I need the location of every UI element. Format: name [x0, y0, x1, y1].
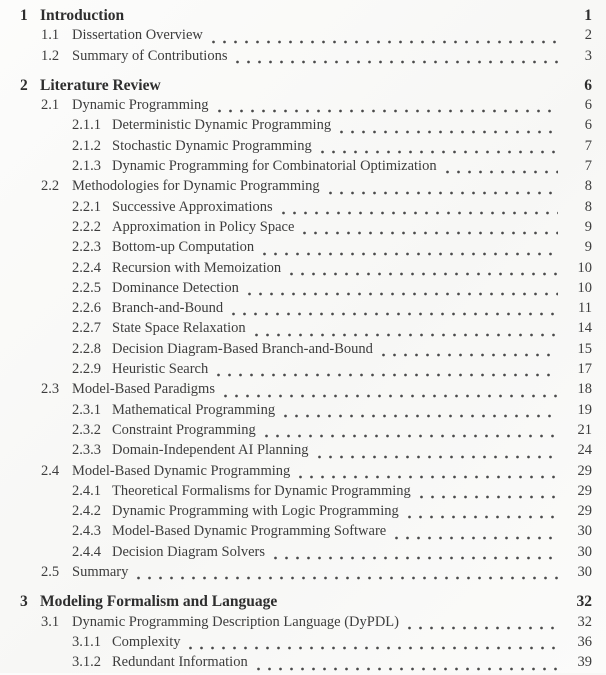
- toc-entry[interactable]: [20, 48, 592, 68]
- dot-leader: [263, 252, 558, 256]
- entry-number: 2.2.1: [72, 198, 101, 215]
- entry-page-number: 32: [577, 613, 592, 630]
- toc-entry[interactable]: [20, 654, 592, 674]
- entry-title: Decision Diagram Solvers: [112, 543, 266, 560]
- entry-number: 3.1: [41, 613, 60, 630]
- entry-number: 2.2.4: [72, 259, 101, 276]
- entry-page-number: 36: [577, 633, 592, 650]
- entry-title: Dynamic Programming for Combinatorial Optimization: [112, 158, 437, 175]
- entry-title: Complexity: [112, 633, 181, 650]
- toc-entry[interactable]: [20, 260, 592, 280]
- entry-title: Modeling Formalism and Language: [40, 593, 278, 611]
- entry-page-number: 19: [577, 401, 592, 418]
- entry-title: Domain-Independent AI Planning: [112, 442, 309, 459]
- entry-title: Dynamic Programming: [72, 97, 209, 114]
- entry-title: Mathematical Programming: [112, 401, 276, 418]
- entry-number: 2.4: [41, 462, 60, 479]
- entry-page-number: 8: [584, 178, 592, 195]
- entry-page-number: 7: [584, 137, 592, 154]
- entry-page-number: 3: [584, 47, 592, 64]
- dot-leader: [255, 333, 558, 337]
- dot-leader: [329, 191, 558, 195]
- entry-number: 2.3.1: [72, 401, 101, 418]
- entry-page-number: 29: [577, 462, 592, 479]
- entry-number: 2.2.2: [72, 218, 101, 235]
- toc-chapter-entry[interactable]: [20, 593, 592, 613]
- dot-leader: [340, 130, 558, 134]
- entry-number: 2.2.6: [72, 300, 101, 317]
- entry-number: 2.1: [41, 97, 60, 114]
- dot-leader: [290, 272, 558, 276]
- entry-page-number: 9: [584, 239, 592, 256]
- toc-entry[interactable]: [20, 402, 592, 422]
- toc-entry[interactable]: [20, 239, 592, 259]
- entry-title: Theoretical Formalisms for Dynamic Programming: [112, 482, 411, 499]
- toc-entry[interactable]: [20, 280, 592, 300]
- dot-leader: [137, 576, 558, 580]
- toc-entry[interactable]: [20, 138, 592, 158]
- entry-number: 1.2: [41, 47, 60, 64]
- toc-entry[interactable]: [20, 564, 592, 584]
- entry-number: 2.4.2: [72, 503, 101, 520]
- entry-number: 2.1.1: [72, 117, 101, 134]
- entry-title: Model-Based Paradigms: [72, 381, 215, 398]
- dot-leader: [299, 475, 558, 479]
- toc-entry[interactable]: [20, 381, 592, 401]
- entry-page-number: 29: [577, 482, 592, 499]
- toc-entry[interactable]: [20, 422, 592, 442]
- toc-entry[interactable]: [20, 523, 592, 543]
- toc-entry[interactable]: [20, 442, 592, 462]
- toc-entry[interactable]: [20, 199, 592, 219]
- entry-number: 3: [20, 593, 28, 611]
- entry-number: 2: [20, 76, 28, 94]
- entry-page-number: 2: [584, 27, 592, 44]
- entry-page-number: 11: [578, 300, 592, 317]
- entry-title: Approximation in Policy Space: [112, 218, 295, 235]
- entry-page-number: 6: [584, 97, 592, 114]
- dot-leader: [284, 414, 558, 418]
- entry-title: Constraint Programming: [112, 421, 256, 438]
- toc-entry[interactable]: [20, 634, 592, 654]
- dot-leader: [321, 150, 558, 154]
- entry-title: Model-Based Dynamic Programming: [72, 462, 291, 479]
- entry-page-number: 39: [577, 654, 592, 671]
- entry-page-number: 32: [576, 593, 592, 611]
- entry-page-number: 10: [577, 259, 592, 276]
- dot-leader: [265, 434, 558, 438]
- dot-leader: [224, 394, 558, 398]
- entry-number: 1.1: [41, 27, 60, 44]
- dot-leader: [217, 373, 558, 377]
- entry-number: 2.2.7: [72, 320, 101, 337]
- entry-number: 2.3.3: [72, 442, 101, 459]
- dot-leader: [189, 646, 558, 650]
- entry-title: Dissertation Overview: [72, 27, 203, 44]
- entry-title: Literature Review: [40, 76, 161, 94]
- toc-entry[interactable]: [20, 117, 592, 137]
- entry-page-number: 17: [577, 361, 592, 378]
- entry-number: 3.1.2: [72, 654, 101, 671]
- toc-list: [20, 7, 592, 675]
- entry-page-number: 30: [577, 543, 592, 560]
- dot-leader: [395, 536, 558, 540]
- dot-leader: [303, 231, 558, 235]
- dot-leader: [282, 211, 558, 215]
- entry-title: State Space Relaxation: [112, 320, 246, 337]
- dot-leader: [382, 353, 558, 357]
- dot-leader: [232, 312, 558, 316]
- dot-leader: [318, 455, 558, 459]
- entry-title: Stochastic Dynamic Programming: [112, 137, 312, 154]
- dot-leader: [420, 495, 558, 499]
- entry-title: Decision Diagram-Based Branch-and-Bound: [112, 340, 373, 357]
- toc-entry[interactable]: [20, 503, 592, 523]
- entry-title: Model-Based Dynamic Programming Software: [112, 523, 387, 540]
- entry-number: 2.2.5: [72, 279, 101, 296]
- entry-page-number: 1: [584, 7, 592, 24]
- entry-page-number: 24: [577, 442, 592, 459]
- toc-entry[interactable]: [20, 483, 592, 503]
- toc-chapter-entry[interactable]: [20, 7, 592, 27]
- entry-number: 2.5: [41, 564, 60, 581]
- dot-leader: [236, 60, 558, 64]
- entry-number: 2.2.8: [72, 340, 101, 357]
- entry-number: 1: [20, 7, 28, 24]
- toc-entry[interactable]: [20, 320, 592, 340]
- entry-title: Deterministic Dynamic Programming: [112, 117, 332, 134]
- entry-number: 2.2.9: [72, 361, 101, 378]
- entry-title: Methodologies for Dynamic Programming: [72, 178, 320, 195]
- dot-leader: [257, 667, 558, 671]
- entry-number: 2.4.1: [72, 482, 101, 499]
- entry-title: Bottom-up Computation: [112, 239, 255, 256]
- entry-page-number: 10: [577, 279, 592, 296]
- dot-leader: [248, 292, 558, 296]
- dot-leader: [408, 515, 558, 519]
- entry-page-number: 14: [577, 320, 592, 337]
- entry-title: Successive Approximations: [112, 198, 273, 215]
- entry-number: 2.3.2: [72, 421, 101, 438]
- entry-number: 3.1.1: [72, 633, 101, 650]
- entry-page-number: 29: [577, 503, 592, 520]
- entry-page-number: 8: [584, 198, 592, 215]
- entry-page-number: 30: [577, 523, 592, 540]
- toc-entry[interactable]: [20, 361, 592, 381]
- toc-entry[interactable]: [20, 544, 592, 564]
- toc-entry[interactable]: [20, 614, 592, 634]
- entry-page-number: 7: [584, 158, 592, 175]
- entry-title: Recursion with Memoization: [112, 259, 282, 276]
- entry-title: Summary of Contributions: [72, 47, 228, 64]
- dot-leader: [218, 109, 558, 113]
- entry-page-number: 6: [584, 117, 592, 134]
- entry-number: 2.2: [41, 178, 60, 195]
- entry-title: Dominance Detection: [112, 279, 239, 296]
- entry-title: Introduction: [40, 7, 125, 24]
- entry-page-number: 30: [577, 564, 592, 581]
- entry-number: 2.1.3: [72, 158, 101, 175]
- entry-title: Redundant Information: [112, 654, 248, 671]
- toc-entry[interactable]: [20, 219, 592, 239]
- entry-number: 2.2.3: [72, 239, 101, 256]
- entry-number: 2.3: [41, 381, 60, 398]
- toc-entry[interactable]: [20, 463, 592, 483]
- entry-title: Heuristic Search: [112, 361, 209, 378]
- entry-page-number: 9: [584, 218, 592, 235]
- entry-title: Dynamic Programming with Logic Programming: [112, 503, 399, 520]
- entry-page-number: 6: [584, 76, 592, 94]
- entry-title: Summary: [72, 564, 129, 581]
- toc-entry[interactable]: [20, 300, 592, 320]
- entry-page-number: 18: [577, 381, 592, 398]
- entry-number: 2.4.3: [72, 523, 101, 540]
- toc-entry[interactable]: [20, 97, 592, 117]
- toc-chapter-entry[interactable]: [20, 77, 592, 97]
- dot-leader: [408, 626, 558, 630]
- entry-number: 2.1.2: [72, 137, 101, 154]
- dot-leader: [446, 170, 558, 174]
- toc-entry[interactable]: [20, 178, 592, 198]
- entry-number: 2.4.4: [72, 543, 101, 560]
- toc-entry[interactable]: [20, 27, 592, 47]
- dot-leader: [212, 40, 558, 44]
- entry-title: Dynamic Programming Description Language (DyPDL): [72, 613, 399, 630]
- toc-entry[interactable]: [20, 341, 592, 361]
- entry-page-number: 15: [577, 340, 592, 357]
- entry-page-number: 21: [577, 421, 592, 438]
- entry-title: Branch-and-Bound: [112, 300, 224, 317]
- toc-entry[interactable]: [20, 158, 592, 178]
- dot-leader: [274, 556, 558, 560]
